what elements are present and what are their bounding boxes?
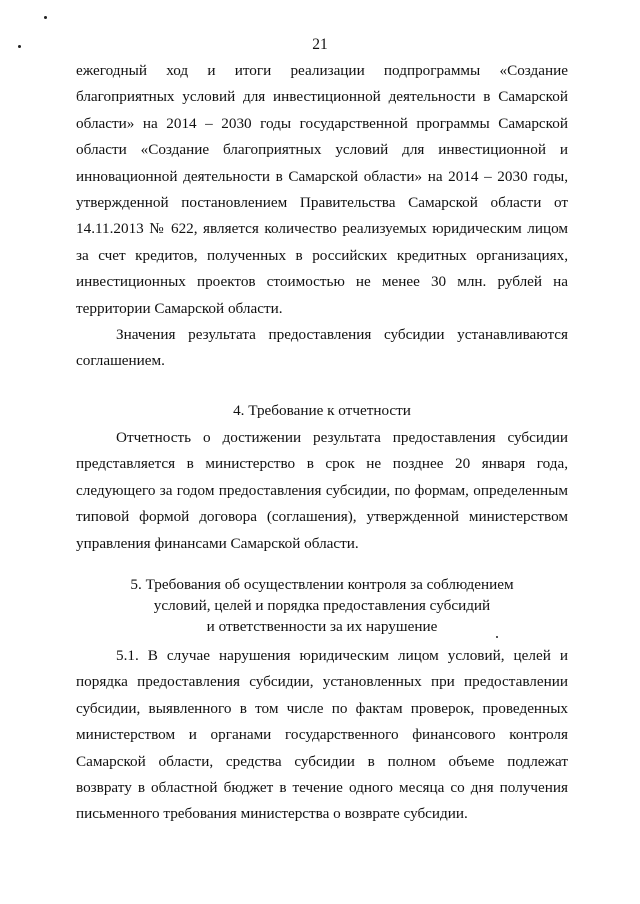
text-line: области» на 2014 – 2030 годы государственной программы Самарской (76, 114, 568, 132)
text-line: управления финансами Самарской области. (76, 534, 359, 552)
heading-line: 5. Требования об осуществлении контроля за соблюдением (130, 576, 514, 593)
text-line: Самарской области, средства субсидии в полном объеме подлежат (76, 752, 568, 770)
text-line: субсидии, выявленного в том числе по фактам проверок, проведенных (76, 699, 568, 717)
section-4-heading (76, 400, 568, 421)
text-line: Значения результата предоставления субсидии устанавливаются (116, 326, 568, 343)
text-line: области «Создание благоприятных условий для инвестиционной и (76, 141, 568, 159)
text-line: территории Самарской области. (76, 299, 283, 317)
text-line: 5.1. В случае нарушения юридическим лицом условий, целей и (116, 647, 568, 664)
text-line: представляется в министерство в срок не позднее 20 января года, (76, 455, 568, 473)
page-number: 21 (312, 36, 328, 53)
paragraph-result-values (76, 322, 568, 375)
text-line: типовой формой договора (соглашения), утвержденной министерством (76, 508, 568, 526)
paragraph-reporting (76, 425, 568, 557)
text-line: Отчетность о достижении результата предоставления субсидии (116, 429, 568, 446)
paragraph-5-1 (76, 643, 568, 828)
heading-line: 4. Требование к отчетности (233, 402, 411, 419)
text-line: инновационной деятельности в Самарской области» на 2014 – 2030 годы, (76, 167, 568, 185)
text-line: за счет кредитов, полученных в российских кредитных организациях, (76, 246, 568, 264)
text-line: соглашением. (76, 352, 165, 370)
text-line: благоприятных условий для инвестиционной деятельности в Самарской (76, 88, 568, 106)
paragraph-indicator (76, 58, 568, 322)
scan-speck (44, 16, 47, 19)
heading-line: и ответственности за их нарушение (206, 618, 438, 635)
heading-line: условий, целей и порядка предоставления субсидий (153, 597, 491, 614)
text-line: министерством и органами государственного финансового контроля (76, 726, 568, 744)
text-line: утвержденной постановлением Правительства Самарской области от (76, 193, 568, 211)
text-line: возврату в областной бюджет в течение одного месяца со дня получения (76, 778, 568, 796)
text-line: порядка предоставления субсидии, установленных при предоставлении (76, 673, 568, 691)
section-5-heading (76, 574, 568, 637)
text-line: письменного требования министерства о возврате субсидии. (76, 805, 468, 823)
text-line: инвестиционных проектов стоимостью не менее 30 млн. рублей на (76, 273, 568, 291)
text-line: 14.11.2013 № 622, является количество реализуемых юридическим лицом (76, 220, 568, 238)
text-line: следующего за годом предоставления субсидии, по формам, определенным (76, 481, 568, 499)
text-line: ежегодный ход и итоги реализации подпрограммы «Создание (76, 62, 568, 79)
